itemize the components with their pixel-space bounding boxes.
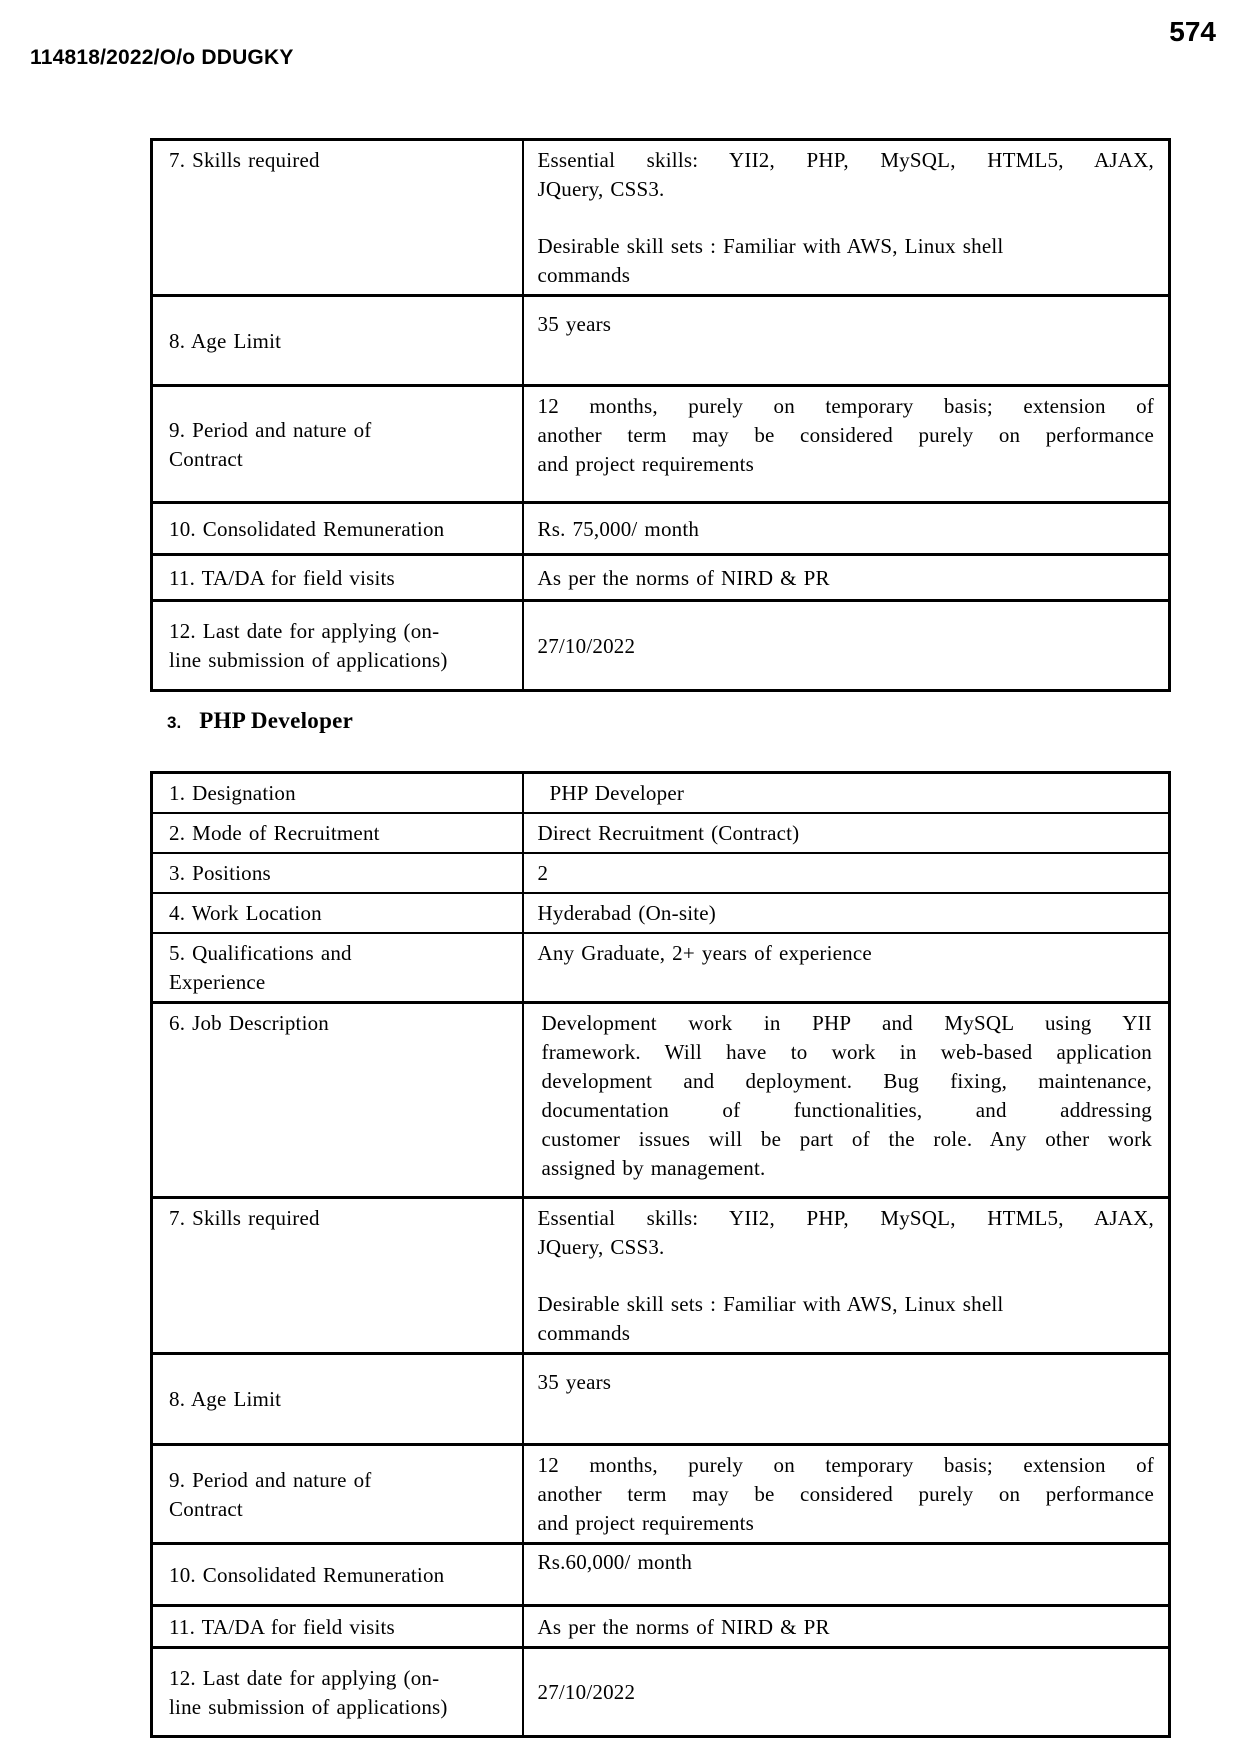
text-line: 9. Period and nature of	[169, 417, 372, 442]
page-number: 574	[1169, 16, 1216, 47]
text-line: commands	[537, 1321, 631, 1345]
row-value	[523, 140, 1170, 296]
row-value	[523, 386, 1170, 503]
row-value	[523, 1003, 1170, 1198]
table-row	[152, 1354, 1170, 1445]
row-label: 4. Work Location	[152, 893, 523, 933]
row-label: 7. Skills required	[152, 140, 523, 296]
document-reference: 114818/2022/O/o DDUGKY	[30, 46, 294, 69]
section-title: PHP Developer	[199, 708, 354, 733]
table-row	[152, 893, 1170, 933]
row-label: 3. Positions	[152, 853, 523, 893]
table-row	[152, 1606, 1170, 1648]
text-line: Experience	[169, 970, 266, 994]
job-details-table-continuation	[150, 138, 1171, 692]
text-line: customer issues will be part of the role. Any other work	[541, 1127, 1152, 1151]
table-row	[152, 503, 1170, 555]
row-value: Direct Recruitment (Contract)	[523, 813, 1170, 853]
row-value: 27/10/2022	[523, 601, 1170, 691]
row-label	[152, 601, 523, 691]
text-line: Desirable skill sets : Familiar with AWS, Linux shell	[537, 234, 1004, 258]
php-developer-table	[150, 771, 1171, 1738]
text-line: another term may be considered purely on performance	[537, 423, 1154, 447]
table-row	[152, 1544, 1170, 1606]
row-label: 2. Mode of Recruitment	[152, 813, 523, 853]
table-row	[152, 140, 1170, 296]
row-label: 11. TA/DA for field visits	[152, 1606, 523, 1648]
table-row	[152, 813, 1170, 853]
table-row	[152, 1198, 1170, 1354]
row-label: 7. Skills required	[152, 1198, 523, 1354]
row-value	[523, 1445, 1170, 1544]
row-value: As per the norms of NIRD & PR	[523, 555, 1170, 601]
table-row	[152, 296, 1170, 386]
section-heading	[167, 708, 353, 734]
text-line: Essential skills: YII2, PHP, MySQL, HTML5, AJAX,	[537, 1206, 1154, 1230]
row-label	[152, 386, 523, 503]
row-value: PHP Developer	[523, 773, 1170, 814]
row-value: 2	[523, 853, 1170, 893]
row-value: Rs.60,000/ month	[523, 1544, 1170, 1606]
table-row	[152, 1648, 1170, 1737]
row-label: 6. Job Description	[152, 1003, 523, 1198]
text-line: 5. Qualifications and	[169, 941, 352, 965]
table-row	[152, 933, 1170, 1003]
row-label	[152, 933, 523, 1003]
row-label: 8. Age Limit	[152, 1354, 523, 1445]
text-line: framework. Will have to work in web-based application	[541, 1040, 1152, 1064]
text-line: 12 months, purely on temporary basis; extension of	[537, 394, 1154, 418]
table-row	[152, 386, 1170, 503]
row-value: 35 years	[523, 296, 1170, 386]
text-line: 12. Last date for applying (on-	[169, 1665, 440, 1690]
row-value: Any Graduate, 2+ years of experience	[523, 933, 1170, 1003]
text-line: documentation of functionalities, and addressing	[541, 1098, 1152, 1122]
row-value: 35 years	[523, 1354, 1170, 1445]
table-row	[152, 555, 1170, 601]
text-line: Contract	[169, 1496, 243, 1521]
row-value: Rs. 75,000/ month	[523, 503, 1170, 555]
text-line: another term may be considered purely on performance	[537, 1482, 1154, 1506]
text-line: line submission of applications)	[169, 1694, 448, 1719]
text-line: commands	[537, 263, 631, 287]
row-label	[152, 1445, 523, 1544]
text-line: Contract	[169, 446, 243, 471]
row-label: 10. Consolidated Remuneration	[152, 503, 523, 555]
text-line: assigned by management.	[541, 1156, 766, 1180]
text-line: Desirable skill sets : Familiar with AWS, Linux shell	[537, 1292, 1004, 1316]
text-line: Essential skills: YII2, PHP, MySQL, HTML5, AJAX,	[537, 148, 1154, 172]
row-label: 11. TA/DA for field visits	[152, 555, 523, 601]
text-line: line submission of applications)	[169, 648, 448, 672]
text-line: Development work in PHP and MySQL using YII	[541, 1011, 1152, 1035]
section-number: 3.	[167, 713, 182, 732]
text-line: development and deployment. Bug fixing, maintenance,	[541, 1069, 1152, 1093]
table-row	[152, 773, 1170, 814]
text-line: 12. Last date for applying (on-	[169, 619, 440, 643]
row-value: 27/10/2022	[523, 1648, 1170, 1737]
row-value	[523, 1198, 1170, 1354]
row-value: Hyderabad (On-site)	[523, 893, 1170, 933]
row-label: 10. Consolidated Remuneration	[152, 1544, 523, 1606]
row-value: As per the norms of NIRD & PR	[523, 1606, 1170, 1648]
text-line: 9. Period and nature of	[169, 1467, 372, 1492]
row-label	[152, 1648, 523, 1737]
table-row	[152, 853, 1170, 893]
text-line: JQuery, CSS3.	[537, 1235, 665, 1259]
table-row	[152, 1445, 1170, 1544]
text-line: and project requirements	[537, 452, 755, 476]
text-line: 12 months, purely on temporary basis; extension of	[537, 1453, 1154, 1477]
row-label: 8. Age Limit	[152, 296, 523, 386]
text-line: JQuery, CSS3.	[537, 177, 665, 201]
table-row	[152, 601, 1170, 691]
row-label: 1. Designation	[152, 773, 523, 814]
table-row	[152, 1003, 1170, 1198]
text-line: and project requirements	[537, 1511, 755, 1535]
